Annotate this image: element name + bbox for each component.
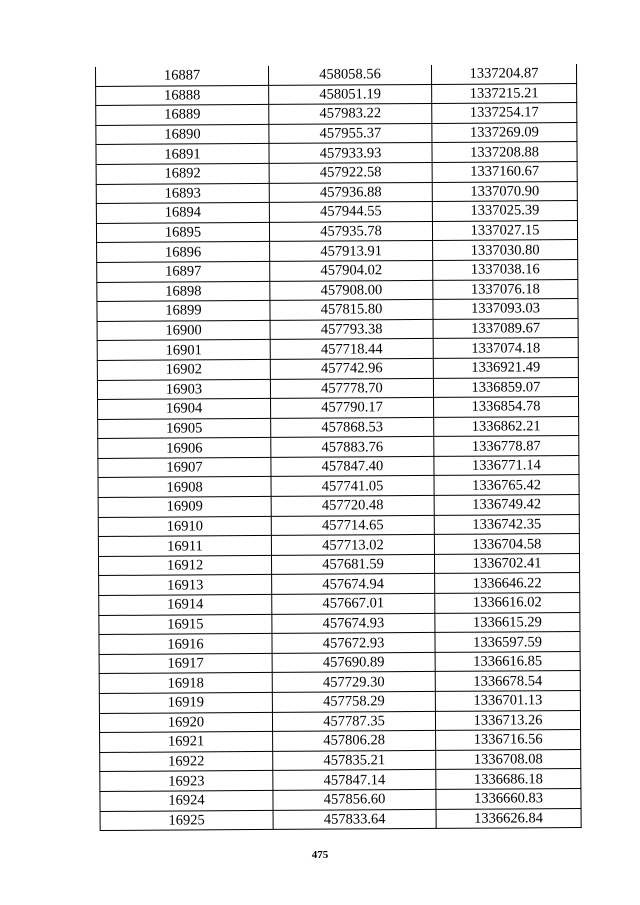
northing-cell: 1336778.87	[434, 436, 579, 456]
northing-cell: 1336616.02	[435, 593, 580, 613]
northing-cell: 1336616.85	[435, 651, 580, 671]
table-row	[95, 64, 576, 86]
point-id-cell: 16899	[97, 301, 270, 322]
table-row	[97, 377, 578, 400]
table-row	[98, 475, 579, 498]
easting-cell: 457847.40	[271, 456, 434, 477]
table-row	[99, 691, 580, 714]
northing-cell: 1336701.13	[435, 691, 580, 711]
easting-cell: 457758.29	[272, 691, 435, 712]
northing-cell: 1336749.42	[434, 495, 579, 515]
easting-cell: 457908.00	[270, 280, 433, 301]
northing-cell: 1336704.58	[434, 534, 579, 554]
northing-cell: 1336678.54	[435, 671, 580, 691]
easting-cell: 457913.91	[270, 241, 433, 262]
point-id-cell: 16904	[98, 399, 271, 420]
easting-cell: 457936.88	[269, 182, 432, 203]
table-row	[98, 416, 579, 439]
northing-cell: 1337215.21	[432, 83, 577, 103]
table-row	[98, 534, 579, 557]
point-id-cell: 16910	[98, 516, 271, 537]
point-id-cell: 16892	[96, 163, 269, 184]
northing-cell: 1336716.56	[436, 730, 581, 750]
easting-cell: 457806.28	[273, 731, 436, 752]
table-row	[99, 593, 580, 616]
easting-cell: 457955.37	[269, 123, 432, 144]
northing-cell: 1336862.21	[434, 416, 579, 436]
northing-cell: 1336626.84	[436, 808, 581, 828]
easting-cell: 457720.48	[271, 495, 434, 516]
northing-cell: 1336615.29	[435, 612, 580, 632]
northing-cell: 1336765.42	[434, 475, 579, 495]
point-id-cell: 16921	[100, 732, 273, 753]
point-id-cell: 16893	[96, 183, 269, 204]
easting-cell: 457681.59	[271, 554, 434, 575]
easting-cell: 457922.58	[269, 162, 432, 183]
table-row	[98, 455, 579, 478]
easting-cell: 457935.78	[269, 221, 432, 242]
point-id-cell: 16903	[97, 379, 270, 400]
easting-cell: 457667.01	[272, 593, 435, 614]
easting-cell: 457868.53	[271, 417, 434, 438]
table-row	[96, 83, 577, 106]
table-row	[99, 710, 580, 733]
easting-cell: 457847.14	[273, 770, 436, 791]
easting-cell: 457690.89	[272, 652, 435, 673]
northing-cell: 1337204.87	[431, 64, 576, 84]
easting-cell: 457778.70	[270, 378, 433, 399]
northing-cell: 1337038.16	[433, 259, 578, 279]
point-id-cell: 16907	[98, 457, 271, 478]
table-row	[96, 142, 577, 165]
table-row	[99, 632, 580, 655]
easting-cell: 457793.38	[270, 319, 433, 340]
northing-cell: 1337027.15	[432, 220, 577, 240]
northing-cell: 1337089.67	[433, 318, 578, 338]
table-row	[99, 651, 580, 674]
easting-cell: 457787.35	[272, 711, 435, 732]
northing-cell: 1337070.90	[432, 181, 577, 201]
table-row	[99, 671, 580, 694]
point-id-cell: 16900	[97, 320, 270, 341]
point-id-cell: 16909	[98, 496, 271, 517]
point-id-cell: 16896	[97, 242, 270, 263]
point-id-cell: 16923	[100, 771, 273, 792]
point-id-cell: 16902	[97, 359, 270, 380]
northing-cell: 1337208.88	[432, 142, 577, 162]
easting-cell: 457742.96	[270, 358, 433, 379]
point-id-cell: 16918	[99, 673, 272, 694]
page-number: 475	[311, 849, 329, 861]
table-row	[96, 181, 577, 204]
northing-cell: 1336742.35	[434, 514, 579, 534]
table-row	[100, 769, 581, 792]
point-id-cell: 16917	[99, 653, 272, 674]
table-row	[98, 553, 579, 576]
table-row	[100, 808, 581, 831]
northing-cell: 1337160.67	[432, 162, 577, 182]
northing-cell: 1337025.39	[432, 201, 577, 221]
northing-cell: 1337269.09	[432, 122, 577, 142]
point-id-cell: 16894	[96, 203, 269, 224]
table-row	[97, 357, 578, 380]
table-row	[99, 612, 580, 635]
easting-cell: 457729.30	[272, 672, 435, 693]
easting-cell: 457790.17	[271, 398, 434, 419]
northing-cell: 1336646.22	[435, 573, 580, 593]
easting-cell: 458058.56	[268, 65, 431, 85]
point-id-cell: 16901	[97, 340, 270, 361]
point-id-cell: 16908	[98, 477, 271, 498]
point-id-cell: 16905	[98, 418, 271, 439]
point-id-cell: 16924	[100, 790, 273, 811]
point-id-cell: 16906	[98, 438, 271, 459]
point-id-cell: 16915	[99, 614, 272, 635]
easting-cell: 457674.93	[272, 613, 435, 634]
table-row	[100, 749, 581, 772]
table-row	[97, 318, 578, 341]
easting-cell: 457883.76	[271, 437, 434, 458]
point-id-cell: 16887	[95, 66, 268, 86]
easting-cell: 457933.93	[269, 143, 432, 164]
northing-cell: 1336660.83	[436, 789, 581, 809]
point-id-cell: 16922	[100, 751, 273, 772]
point-id-cell: 16889	[96, 105, 269, 126]
table-row	[96, 162, 577, 185]
table-row	[97, 259, 578, 282]
table-row	[96, 220, 577, 243]
northing-cell: 1336713.26	[435, 710, 580, 730]
point-id-cell: 16914	[99, 594, 272, 615]
easting-cell: 457672.93	[272, 633, 435, 654]
easting-cell: 457944.55	[269, 202, 432, 223]
easting-cell: 457835.21	[273, 750, 436, 771]
table-row	[98, 514, 579, 537]
point-id-cell: 16911	[98, 536, 271, 557]
northing-cell: 1336708.08	[436, 749, 581, 769]
coordinates-table	[95, 64, 582, 831]
easting-cell: 457983.22	[269, 104, 432, 125]
table-row	[100, 789, 581, 812]
northing-cell: 1336702.41	[434, 553, 579, 573]
easting-cell: 457815.80	[270, 300, 433, 321]
northing-cell: 1336921.49	[433, 357, 578, 377]
easting-cell: 457713.02	[271, 535, 434, 556]
point-id-cell: 16916	[99, 634, 272, 655]
table-row	[97, 279, 578, 302]
table-row	[96, 103, 577, 126]
coordinates-table-body	[95, 64, 581, 831]
easting-cell: 457714.65	[271, 515, 434, 536]
table-row	[97, 338, 578, 361]
table-row	[98, 397, 579, 420]
point-id-cell: 16898	[97, 281, 270, 302]
table-row	[98, 495, 579, 518]
easting-cell: 458051.19	[269, 84, 432, 105]
point-id-cell: 16925	[100, 810, 273, 831]
northing-cell: 1337076.18	[433, 279, 578, 299]
northing-cell: 1336854.78	[434, 397, 579, 417]
table-row	[96, 122, 577, 145]
table-row	[99, 573, 580, 596]
table-row	[97, 299, 578, 322]
table-row	[96, 201, 577, 224]
point-id-cell: 16895	[96, 222, 269, 243]
northing-cell: 1336686.18	[436, 769, 581, 789]
table-row	[98, 436, 579, 459]
point-id-cell: 16920	[99, 712, 272, 733]
northing-cell: 1337030.80	[433, 240, 578, 260]
northing-cell: 1337074.18	[433, 338, 578, 358]
easting-cell: 457856.60	[273, 789, 436, 810]
northing-cell: 1336597.59	[435, 632, 580, 652]
northing-cell: 1336771.14	[434, 455, 579, 475]
easting-cell: 457741.05	[271, 476, 434, 497]
northing-cell: 1337093.03	[433, 299, 578, 319]
easting-cell: 457718.44	[270, 339, 433, 360]
point-id-cell: 16888	[96, 85, 269, 106]
point-id-cell: 16890	[96, 124, 269, 145]
easting-cell: 457833.64	[273, 809, 436, 830]
point-id-cell: 16912	[98, 555, 271, 576]
northing-cell: 1337254.17	[432, 103, 577, 123]
point-id-cell: 16891	[96, 144, 269, 165]
easting-cell: 457674.94	[272, 574, 435, 595]
table-row	[97, 240, 578, 263]
point-id-cell: 16913	[99, 575, 272, 596]
point-id-cell: 16919	[99, 692, 272, 713]
northing-cell: 1336859.07	[433, 377, 578, 397]
point-id-cell: 16897	[97, 261, 270, 282]
easting-cell: 457904.02	[270, 260, 433, 281]
table-row	[100, 730, 581, 753]
